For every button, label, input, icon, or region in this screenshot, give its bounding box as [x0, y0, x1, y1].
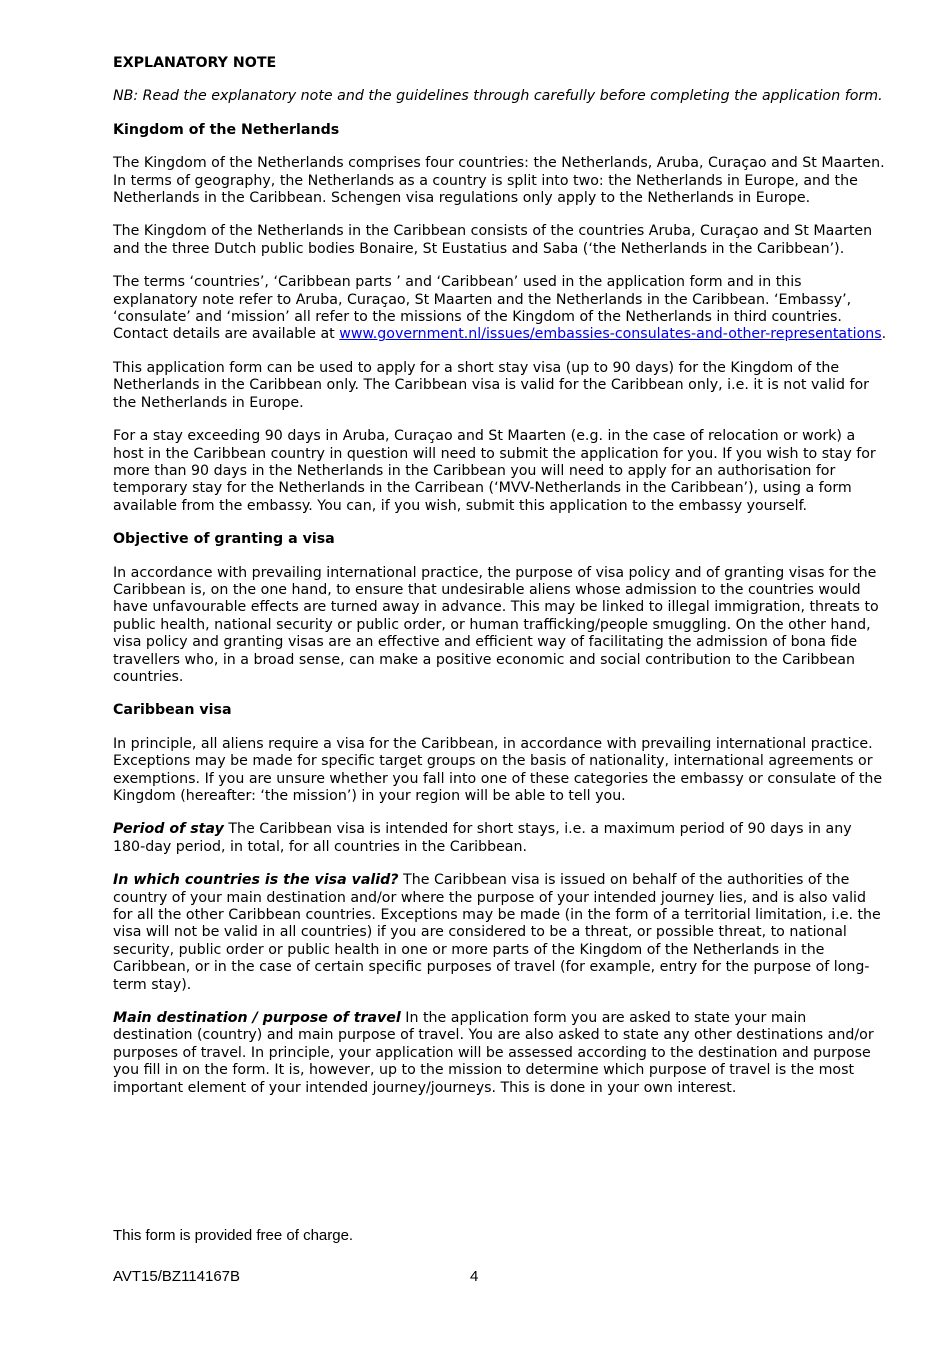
paragraph: This application form can be used to apply for a short stay visa (up to 90 days) for the Kingdom of the Netherlands in the Caribbean only. The Caribbean visa is valid for the Caribbean only, i.e. it is not valid for the Netherlands in Europe. [113, 359, 869, 411]
nb-note: NB: Read the explanatory note and the guidelines through carefully before completing the application form. [113, 88, 883, 105]
period-label: Period of stay [113, 821, 224, 838]
section-title-caribbean-visa: Caribbean visa [113, 702, 232, 719]
footer-form-code: AVT15/BZ114167B [113, 1268, 241, 1285]
document-body [113, 55, 888, 1113]
main-destination-text: In the application form you are asked to state your main destination (country) and main purpose of travel. You are also asked to state any other destinations and/or purposes of travel. In principle, your application will be assessed according to the destination and purpose you fill in on the form. It is, however, up to the mission to determine which purpose of travel is the most important element of your intended journey/journeys. This is done in your own interest. [113, 1010, 874, 1096]
paragraph-main-destination [113, 1010, 888, 1097]
paragraph: The Kingdom of the Netherlands in the Caribbean consists of the countries Aruba, Curaçao and St Maarten and the three Dutch public bodies Bonaire, St Eustatius and Saba (‘the Netherlands in the Caribbean’). [113, 223, 873, 257]
period-text: The Caribbean visa is intended for short stays, i.e. a maximum period of 90 days in any 180-day period, in total, for all countries in the Caribbean. [113, 821, 852, 855]
section-title-objective: Objective of granting a visa [113, 531, 335, 548]
paragraph-valid [113, 872, 888, 994]
page-number: 4 [470, 1268, 479, 1285]
paragraph-period [113, 821, 888, 856]
paragraph-end: . [881, 326, 887, 343]
paragraph: For a stay exceeding 90 days in Aruba, Curaçao and St Maarten (e.g. in the case of relocation or work) a host in the Caribbean country in question will need to submit the application for you. If you wish to stay for more than 90 days in the Netherlands in the Caribbean you will need to apply for an authorisation for temporary stay for the Netherlands in the Carribean (‘MVV-Netherlands in the Caribbean’), using a form available from the embassy. You can, if you wish, submit this application to the embassy yourself. [113, 428, 876, 514]
section-title-kingdom: Kingdom of the Netherlands [113, 121, 340, 138]
footer-free-of-charge: This form is provided free of charge. [113, 1227, 354, 1244]
valid-text: The Caribbean visa is issued on behalf of the authorities of the country of your main destination and/or where the purpose of your intended journey lies, and is also valid for all the other Caribbean countries. Exceptions may be made (in the form of a territorial limitation, i.e. the visa will not be valid in all countries) if you are considered to be a threat, or possible threat, to national security, public order or public health in one or more parts of the Kingdom of the Netherlands in the Caribbean, or in the case of certain specific purposes of travel (for example, entry for the purpose of long-term stay). [113, 872, 881, 993]
page-heading: EXPLANATORY NOTE [113, 55, 277, 71]
main-destination-label: Main destination / purpose of travel [113, 1010, 401, 1027]
paragraph: In principle, all aliens require a visa for the Caribbean, in accordance with prevailing international practice. Exceptions may be made for specific target groups on the basis of nationality, international agreements or exemptions. If you are unsure whether you fall into one of these categories the embassy or consulate of the Kingdom (hereafter: ‘the mission’) in your region will be able to tell you. [113, 735, 883, 804]
paragraph: The Kingdom of the Netherlands comprises four countries: the Netherlands, Aruba, Curaçao and St Maarten. In terms of geography, the Netherlands as a country is split into two: the Netherlands in Europe, and the Netherlands in the Caribbean. Schengen visa regulations only apply to the Netherlands in Europe. [113, 155, 885, 207]
paragraph-contact [113, 274, 888, 344]
paragraph: In accordance with prevailing international practice, the purpose of visa policy and of granting visas for the Caribbean is, on the one hand, to ensure that undesirable aliens whose admission to the countries would have unfavourable effects are turned away in advance. This may be linked to illegal immigration, threats to public health, national security or public order, or human trafficking/people smuggling. On the other hand, visa policy and granting visas are an effective and efficient way of facilitating the admission of bona fide travellers who, in a broad sense, can make a positive economic and social contribution to the Caribbean countries. [113, 564, 879, 685]
valid-label: In which countries is the visa valid? [113, 872, 399, 889]
embassies-link[interactable]: www.government.nl/issues/embassies-consulates-and-other-representations [339, 326, 882, 343]
paragraph-text: The terms ‘countries’, ‘Caribbean parts ’ and ‘Caribbean’ used in the application form and in this explanatory note refer to Aruba, Curaçao, St Maarten and the Netherlands in the Caribbean. ‘Embassy’, ‘consulate’ and ‘mission’ all refer to the missions of the Kingdom of the Netherlands in third countries. Contact details are available at [113, 274, 852, 343]
